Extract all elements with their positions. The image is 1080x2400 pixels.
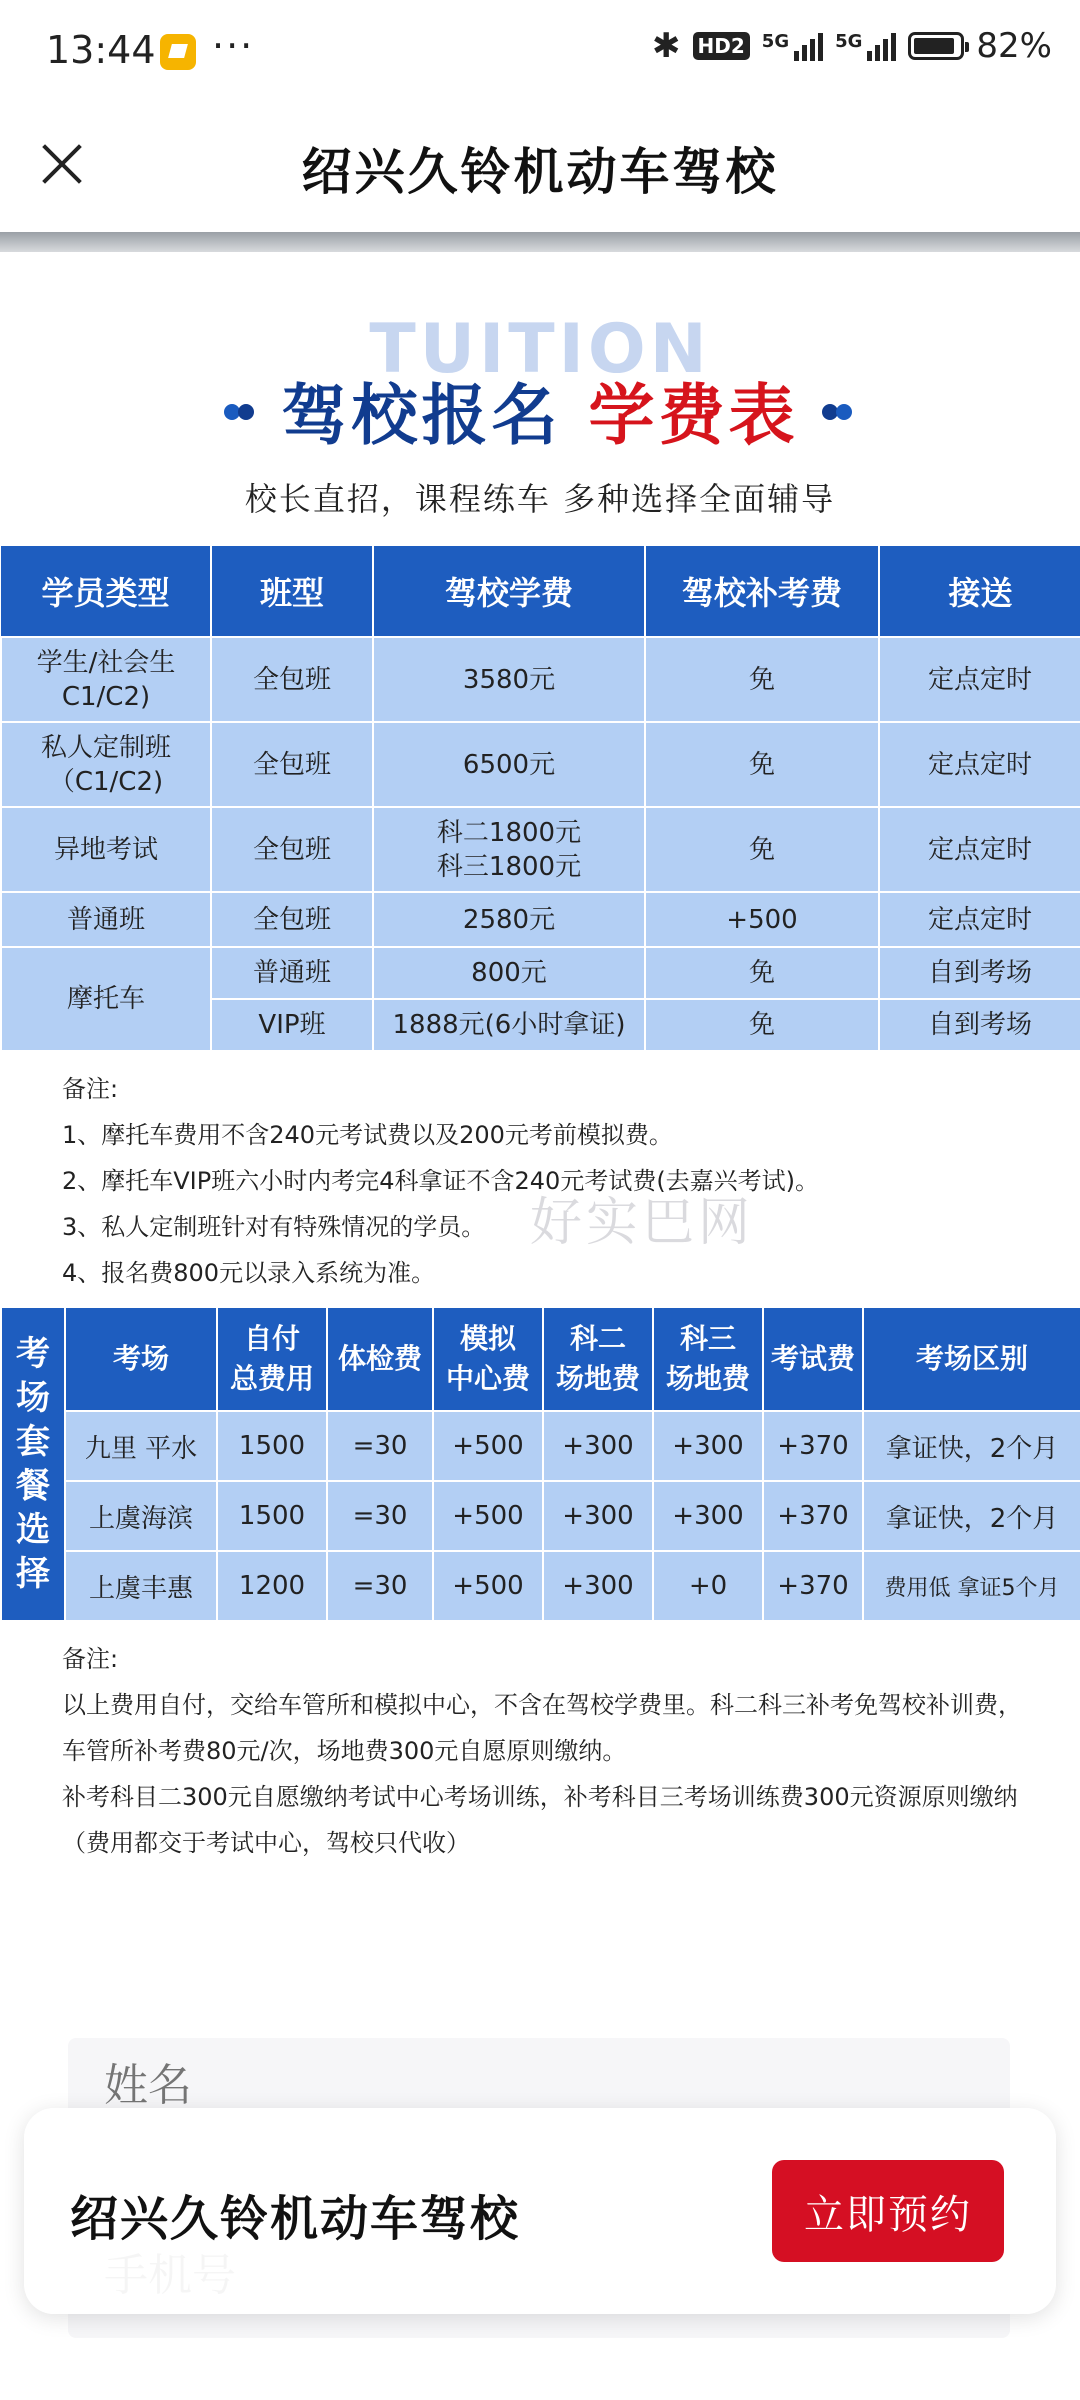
cell: 九里 平水	[65, 1411, 217, 1481]
cell: +500	[433, 1481, 543, 1551]
fee-table-header	[1, 546, 1080, 637]
header-text: 体检费	[337, 1342, 422, 1375]
table-row	[1, 892, 1080, 947]
table-row	[1, 1551, 1080, 1621]
more-notifications-icon: ···	[212, 24, 255, 68]
banner-background-text: TUITION	[369, 310, 711, 389]
cell-fee	[373, 807, 645, 892]
side-label-text: 考 场 套 餐 选 择	[16, 1334, 50, 1594]
exam-side-label	[1, 1307, 65, 1621]
signal-icon-sim1	[762, 31, 823, 61]
cell: +370	[763, 1481, 863, 1551]
network-type-label: 5G	[835, 31, 863, 52]
note-line: 3、私人定制班针对有特殊情况的学员。	[62, 1213, 486, 1241]
cell-text: 学生/社会生 C1/C2)	[36, 647, 176, 712]
table-row	[1, 1411, 1080, 1481]
cell: =30	[327, 1411, 433, 1481]
status-time: 13:44	[46, 28, 156, 72]
cell-fee	[373, 892, 645, 947]
header-cell: 学员类型	[1, 546, 211, 637]
header-text: 科三 场地费	[665, 1322, 750, 1395]
banner-title-red: 学费表	[588, 377, 799, 454]
cell-shuttle: 定点定时	[879, 807, 1080, 892]
signal-icon-sim2	[835, 31, 896, 61]
cell: =30	[327, 1551, 433, 1621]
cell-class: 全包班	[211, 892, 373, 947]
note-line: 补考科目二300元自愿缴纳考试中心考场训练，补考科目三考场训练费300元资源原则缴纳（费用都交于考试中心，驾校只代收）	[62, 1783, 1018, 1857]
name-input[interactable]	[104, 2060, 964, 2111]
header-cell	[433, 1307, 543, 1411]
battery-icon	[908, 32, 964, 60]
battery-percent: 82%	[976, 26, 1052, 66]
cell-class: 全包班	[211, 637, 373, 722]
cell-shuttle: 自到考场	[879, 947, 1080, 999]
banner-title-blue: 驾校报名	[281, 377, 562, 454]
table-row	[1, 1481, 1080, 1551]
cell-retake: 免	[645, 722, 879, 807]
cell-class: 普通班	[211, 947, 373, 999]
cell-text: 3580元	[462, 664, 556, 695]
header-cell: 驾校补考费	[645, 546, 879, 637]
cell-retake: +500	[645, 892, 879, 947]
note-line: 1、摩托车费用不含240元考试费以及200元考前模拟费。	[62, 1121, 673, 1149]
header-text: 考试费	[770, 1342, 855, 1375]
note-line: 4、报名费800元以录入系统为准。	[62, 1259, 436, 1287]
notes-title: 备注:	[62, 1645, 119, 1673]
banner-subtitle: 校长直招，课程练车 多种选择全面辅导	[244, 480, 836, 518]
cell-fee: 800元	[373, 947, 645, 999]
header-cell: 接送	[879, 546, 1080, 637]
table-row	[1, 947, 1080, 999]
cell: 上虞丰惠	[65, 1551, 217, 1621]
cell-shuttle: 定点定时	[879, 892, 1080, 947]
page-title: 绍兴久铃机动车驾校	[301, 143, 779, 201]
cell: +0	[653, 1551, 763, 1621]
exam-site-table	[0, 1306, 1080, 1622]
header-cell	[65, 1307, 217, 1411]
cell-type: 摩托车	[1, 947, 211, 1051]
cell-text: 2580元	[462, 904, 556, 935]
cell-text: 科二1800元 科三1800元	[436, 817, 582, 882]
cell: +300	[543, 1551, 653, 1621]
cell: +370	[763, 1411, 863, 1481]
header-text: 模拟 中心费	[445, 1322, 530, 1395]
table-row	[1, 722, 1080, 807]
tuition-banner	[0, 252, 1080, 546]
cell-shuttle: 定点定时	[879, 637, 1080, 722]
header-text: 自付 总费用	[229, 1322, 314, 1395]
banner-title	[0, 362, 1080, 457]
cell-retake: 免	[645, 999, 879, 1051]
cell-class: VIP班	[211, 999, 373, 1051]
status-indicators	[652, 26, 1052, 66]
header-text: 考场	[112, 1342, 169, 1375]
status-bar	[0, 0, 1080, 104]
cell-type	[1, 722, 211, 807]
cell: 1500	[217, 1481, 327, 1551]
cta-school-name: 绍兴久铃机动车驾校	[70, 2191, 521, 2247]
header-cell	[763, 1307, 863, 1411]
header-photo	[0, 232, 1080, 252]
cell-retake: 免	[645, 807, 879, 892]
cell-text: 私人定制班 （C1/C2)	[40, 732, 171, 797]
cell-text: 异地考试	[53, 834, 158, 865]
cell: 拿证快，2个月	[863, 1411, 1080, 1481]
header-text: 考场区别	[915, 1342, 1028, 1375]
header-cell: 班型	[211, 546, 373, 637]
note-line: 2、摩托车VIP班六小时内考完4科拿证不含240元考试费(去嘉兴考试)。	[62, 1167, 820, 1195]
cell-fee: 1888元(6小时拿证)	[373, 999, 645, 1051]
cell-class: 全包班	[211, 722, 373, 807]
cell-text: 普通班	[66, 904, 145, 935]
notes-title: 备注:	[62, 1075, 119, 1103]
table-row	[1, 807, 1080, 892]
header-cell	[327, 1307, 433, 1411]
network-type-label: 5G	[761, 31, 790, 52]
cell: 1200	[217, 1551, 327, 1621]
cell-shuttle: 自到考场	[879, 999, 1080, 1051]
booking-cta-card	[24, 2108, 1056, 2314]
table-row	[1, 637, 1080, 722]
cell-class: 全包班	[211, 807, 373, 892]
exam-table-header	[1, 1307, 1080, 1411]
cell: 上虞海滨	[65, 1481, 217, 1551]
bluetooth-icon: ✱	[652, 26, 681, 66]
exam-notes	[62, 1636, 1022, 1866]
header-text: 科二 场地费	[555, 1322, 640, 1395]
cell: 费用低 拿证5个月	[863, 1551, 1080, 1621]
header-cell	[543, 1307, 653, 1411]
header-cell	[863, 1307, 1080, 1411]
cell-type	[1, 637, 211, 722]
page-header	[0, 104, 1080, 232]
watermark: 好实巴网	[530, 1193, 755, 1253]
cell-text: 6500元	[462, 749, 556, 780]
cell: +300	[543, 1411, 653, 1481]
app-notification-icon	[160, 34, 196, 70]
cell-retake: 免	[645, 637, 879, 722]
fee-table	[0, 546, 1080, 1052]
cell: 1500	[217, 1411, 327, 1481]
cell: +300	[653, 1481, 763, 1551]
book-now-button[interactable]: 立即预约	[772, 2160, 1004, 2262]
cell-retake: 免	[645, 947, 879, 999]
cell: +500	[433, 1551, 543, 1621]
cell: +300	[543, 1481, 653, 1551]
header-cell	[217, 1307, 327, 1411]
cell: 拿证快，2个月	[863, 1481, 1080, 1551]
cell-type	[1, 892, 211, 947]
hd-voice-icon: HD2	[693, 32, 750, 60]
note-line: 以上费用自付，交给车管所和模拟中心，不含在驾校学费里。科二科三补考免驾校补训费，车管所补考费80元/次，场地费300元自愿原则缴纳。	[62, 1691, 1022, 1765]
cell-fee	[373, 637, 645, 722]
header-cell	[653, 1307, 763, 1411]
cell-type	[1, 807, 211, 892]
header-cell: 驾校学费	[373, 546, 645, 637]
cell-fee	[373, 722, 645, 807]
cell: +370	[763, 1551, 863, 1621]
cell: +500	[433, 1411, 543, 1481]
cell: =30	[327, 1481, 433, 1551]
cell: +300	[653, 1411, 763, 1481]
cell-shuttle: 定点定时	[879, 722, 1080, 807]
